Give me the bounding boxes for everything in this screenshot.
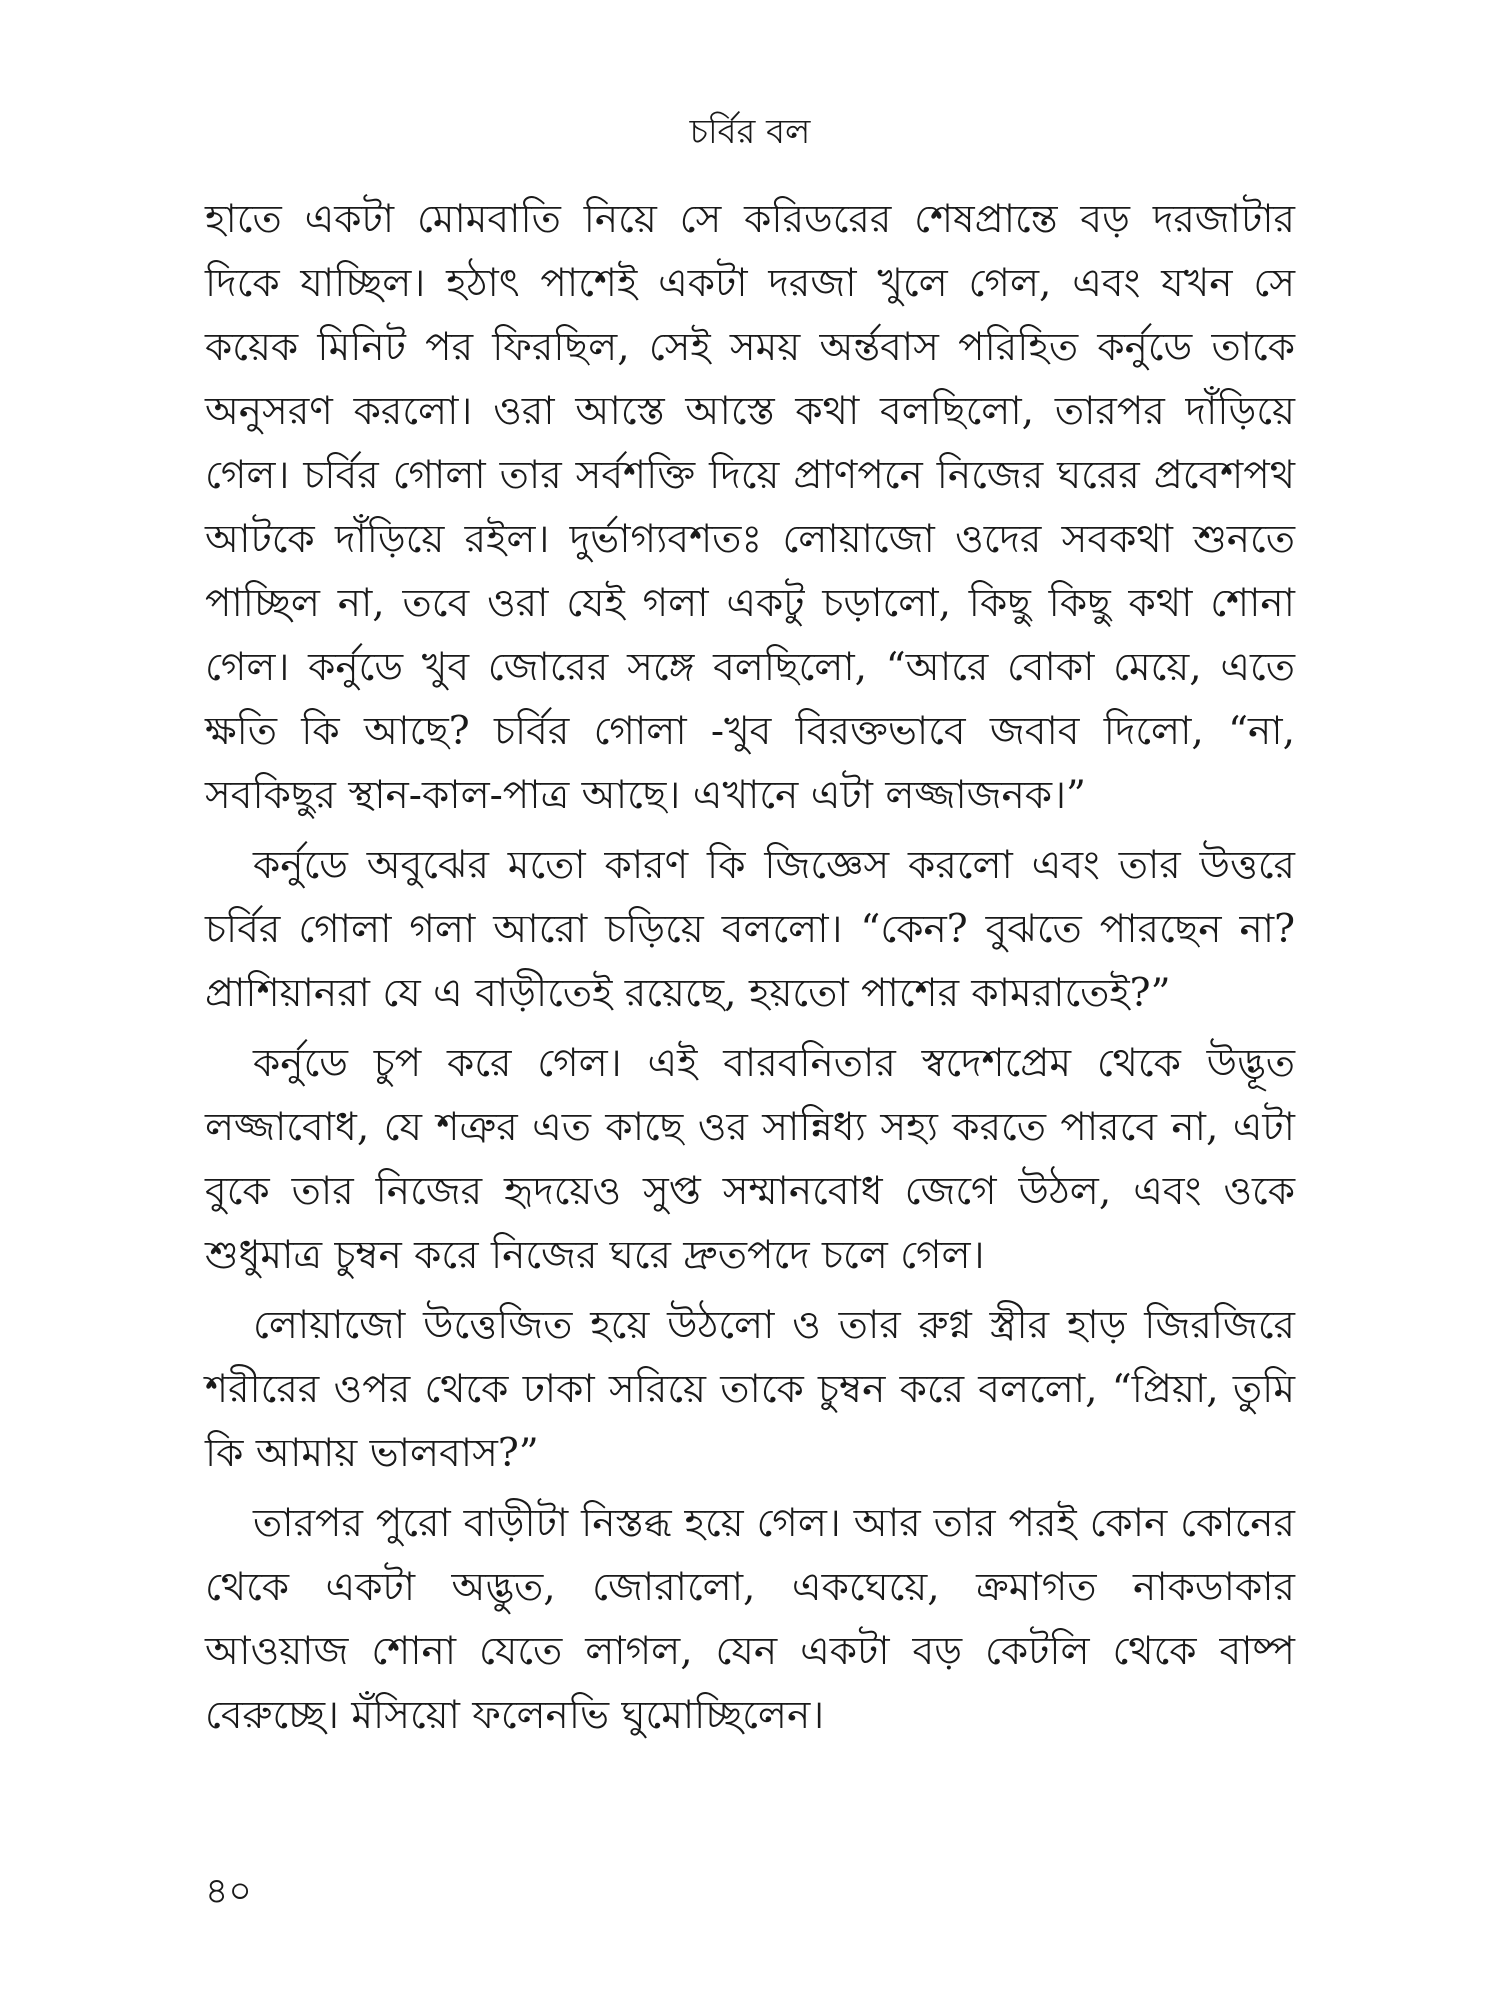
running-header: চর্বির বল bbox=[689, 112, 811, 152]
paragraph-5: তারপর পুরো বাড়ীটা নিস্তব্ধ হয়ে গেল। আর তার পরই কোন কোনের থেকে একটা অদ্ভুত, জোরালো, একঘেয়ে, ক্রমাগত নাকডাকার আওয়াজ শোনা যেতে লাগল, যেন একটা বড় কেটলি থেকে বাষ্প বেরুচ্ছে। মঁসিয়ো ফলেনভি ঘুমোচ্ছিলেন। bbox=[205, 1501, 1295, 1738]
page-number: ৪০ bbox=[205, 1871, 252, 1912]
body-text bbox=[205, 188, 1295, 1754]
paragraph-3: কর্নুডে চুপ করে গেল। এই বারবনিতার স্বদেশপ্রেম থেকে উদ্ভূত লজ্জাবোধ, যে শত্রুর এত কাছে ওর সান্নিধ্য সহ্য করতে পারবে না, এটা বুকে তার নিজের হৃদয়েও সুপ্ত সম্মানবোধ জেগে উঠল, এবং ওকে শুধুমাত্র চুম্বন করে নিজের ঘরে দ্রুতপদে চলে গেল। bbox=[205, 1041, 1295, 1278]
paragraph-2: কর্নুডে অবুঝের মতো কারণ কি জিজ্ঞেস করলো এবং তার উত্তরে চর্বির গোলা গলা আরো চড়িয়ে বললো। “কেন? বুঝতে পারছেন না? প্রাশিয়ানরা যে এ বাড়ীতেই রয়েছে, হয়তো পাশের কামরাতেই?” bbox=[205, 843, 1295, 1016]
paragraph-1: হাতে একটা মোমবাতি নিয়ে সে করিডরের শেষপ্রান্তে বড় দরজাটার দিকে যাচ্ছিল। হঠাৎ পাশেই একটা দরজা খুলে গেল, এবং যখন সে কয়েক মিনিট পর ফিরছিল, সেই সময় অর্ন্তবাস পরিহিত কর্নুডে তাকে অনুসরণ করলো। ওরা আস্তে আস্তে কথা বলছিলো, তারপর দাঁড়িয়ে গেল। চর্বির গোলা তার সর্বশক্তি দিয়ে প্রাণপনে নিজের ঘরের প্রবেশপথ আটকে দাঁড়িয়ে রইল। দুর্ভাগ্যবশতঃ লোয়াজো ওদের সবকথা শুনতে পাচ্ছিল না, তবে ওরা যেই গলা একটু চড়ালো, কিছু কিছু কথা শোনা গেল। কর্নুডে খুব জোরের সঙ্গে বলছিলো, “আরে বোকা মেয়ে, এতে ক্ষতি কি আছে? চর্বির গোলা -খুব বিরক্তভাবে জবাব দিলো, “না, সবকিছুর স্থান-কাল-পাত্র আছে। এখানে এটা লজ্জাজনক।” bbox=[205, 197, 1295, 818]
paragraph-4: লোয়াজো উত্তেজিত হয়ে উঠলো ও তার রুগ্ন স্ত্রীর হাড় জিরজিরে শরীরের ওপর থেকে ঢাকা সরিয়ে তাকে চুম্বন করে বললো, “প্রিয়া, তুমি কি আমায় ভালবাস?” bbox=[205, 1303, 1295, 1476]
